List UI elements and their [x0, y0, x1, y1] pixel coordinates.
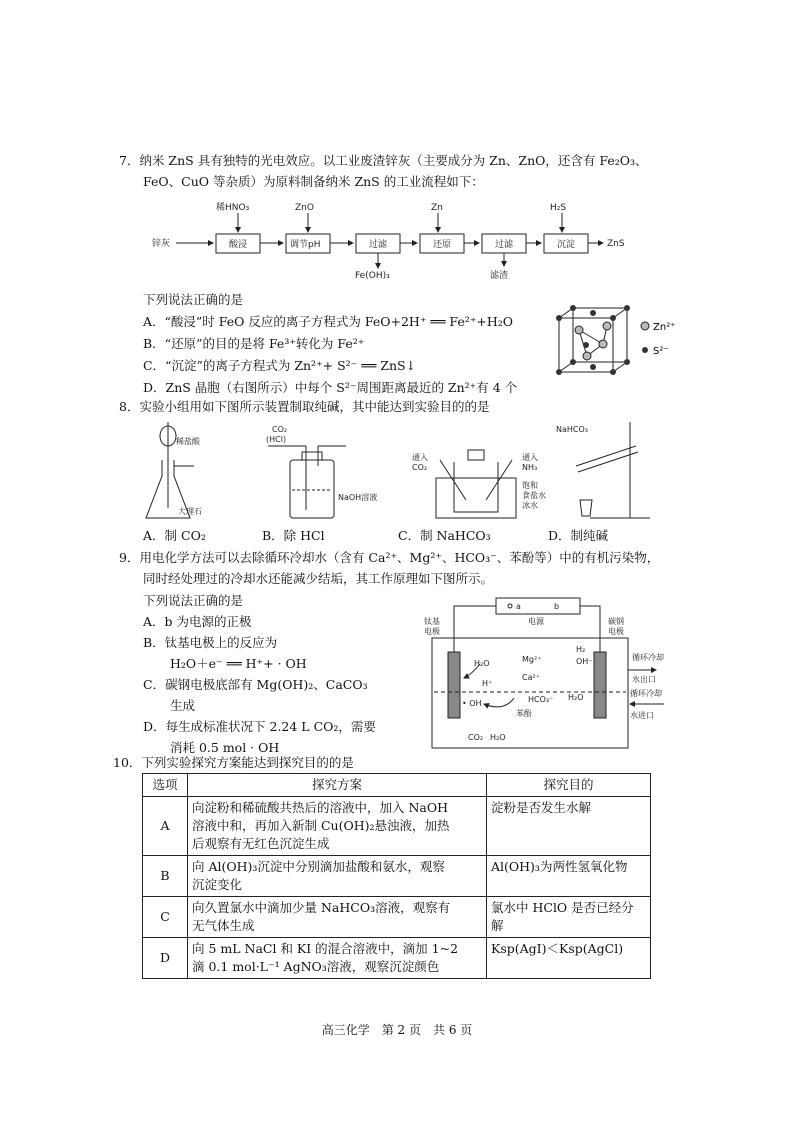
table-row [143, 856, 651, 897]
plan-line: 向久置氯水中滴加少量 NaHCO₃溶液，观察有 [192, 900, 451, 915]
row-plan [188, 856, 487, 897]
label-h2o-left: H₂O [474, 659, 490, 668]
q8-caption-a: A．制 CO₂ [143, 528, 206, 543]
q8-stem: 8．实验小组用如下图所示装置制取纯碱，其中能达到实验目的的是 [119, 399, 490, 414]
q8-apparatus [140, 416, 660, 528]
goal-line: 氯水中 HClO 是否已经分 [491, 900, 634, 915]
flow-input-4: H₂S [550, 203, 567, 213]
plan-line: 滴 0.1 mol·L⁻¹ AgNO₃溶液，观察沉淀颜色 [192, 959, 440, 974]
label-phenol: 苯酚 [516, 709, 532, 718]
label-a: a [516, 602, 521, 611]
label-h2: H₂ [576, 645, 586, 654]
q9-option-a: A．b 为电源的正极 [143, 614, 252, 629]
table-header-row [143, 774, 651, 797]
label-marble: 大理石 [178, 507, 202, 516]
flow-step-1: 酸浸 [229, 240, 248, 250]
legend-s: S²⁻ [653, 346, 669, 357]
q7-flow-chart [140, 198, 640, 280]
row-goal [487, 797, 651, 856]
label-steel-2: 电极 [608, 627, 624, 636]
label-ti-2: 电极 [424, 627, 440, 636]
label-oh-left: • OH [462, 699, 482, 708]
goal-line: Al(OH)₃为两性氢氧化物 [491, 859, 628, 874]
goal-line: 淀粉是否发生水解 [491, 800, 592, 815]
row-goal [487, 897, 651, 938]
goal-line: Ksp(AgI)＜Ksp(AgCl) [491, 941, 624, 956]
label-ti-1: 钛基 [424, 617, 440, 626]
label-c-sol2: 食盐水 [522, 491, 546, 500]
q10-stem: 10．下列实验探究方案能达到探究目的的是 [113, 755, 354, 770]
plan-line: 向 Al(OH)₃沉淀中分别滴加盐酸和氨水，观察 [192, 859, 445, 874]
q7-option-c: C．“沉淀”的离子方程式为 Zn²⁺+ S²⁻ ══ ZnS↓ [143, 358, 417, 373]
q7-stem-line1: 7．纳米 ZnS 具有独特的光电效应。以工业废渣锌灰（主要成分为 Zn、ZnO，还含有 Fe₂O₃、 [119, 153, 648, 168]
row-option: B [143, 856, 188, 897]
flow-start: 锌灰 [152, 239, 171, 249]
label-c-in1: 通入 [412, 453, 428, 462]
label-inlet-2: 水进口 [630, 711, 654, 720]
row-option: C [143, 897, 188, 938]
plan-line: 无气体生成 [192, 918, 255, 933]
flow-input-1: 稀HNO₃ [216, 203, 250, 213]
q9-option-c: C．碳钢电极底部有 Mg(OH)₂、CaCO₃ [143, 677, 368, 692]
label-b-gas2: (HCl) [266, 435, 287, 444]
row-plan [188, 897, 487, 938]
flow-step-2: 调节pH [290, 240, 321, 250]
goal-line: 解 [491, 918, 504, 933]
label-b: b [554, 602, 560, 611]
plan-line: 后观察有无红色沉淀生成 [192, 836, 330, 851]
q9-option-b: B．钛基电极上的反应为 [143, 635, 278, 650]
row-option: A [143, 797, 188, 856]
q7-option-b: B．“还原”的目的是将 Fe³⁺转化为 Fe²⁺ [143, 336, 365, 351]
q8-caption-c: C．制 NaHCO₃ [398, 528, 491, 543]
flow-step-3: 过滤 [369, 240, 388, 250]
q8-caption-b: B．除 HCl [262, 528, 325, 543]
table-row [143, 938, 651, 979]
table-row [143, 797, 651, 856]
header-option: 选项 [143, 774, 188, 797]
flow-step-6: 沉淀 [557, 240, 576, 250]
q9-option-c-2: 生成 [170, 698, 196, 713]
header-goal: 探究目的 [487, 774, 651, 797]
label-c-nh3-1: 通入 [522, 453, 538, 462]
label-h2o-bottom: H₂O [490, 733, 506, 742]
label-inlet-1: 循环冷却 [630, 689, 662, 698]
flow-step-5: 过滤 [495, 240, 514, 250]
label-hco3: HCO₃⁻ [528, 695, 554, 704]
label-c-sol3: 冰水 [522, 501, 538, 510]
row-option: D [143, 938, 188, 979]
label-b-gas1: CO₂ [272, 425, 288, 434]
zns-unit-cell [555, 304, 685, 384]
q7-option-d: D．ZnS 晶胞（右图所示）中每个 S²⁻周围距离最近的 Zn²⁺有 4 个 [143, 380, 518, 395]
header-plan: 探究方案 [188, 774, 487, 797]
plan-line: 向淀粉和稀硫酸共热后的溶液中，加入 NaOH [192, 800, 449, 815]
label-ohminus: OH⁻ [576, 657, 593, 666]
plan-line: 向 5 mL NaCl 和 KI 的混合溶液中，滴加 1~2 [192, 941, 459, 956]
q9-stem-line1: 9．用电化学方法可以去除循环冷却水（含有 Ca²⁺、Mg²⁺、HCO₃⁻、苯酚等）中的有机污染物， [119, 550, 660, 565]
label-c-in2: CO₂ [412, 463, 428, 472]
q10-table [142, 773, 651, 979]
flow-step-4: 还原 [433, 240, 452, 250]
label-mg: Mg²⁺ [522, 655, 542, 664]
table-row [143, 897, 651, 938]
label-acid: 稀盐酸 [176, 437, 200, 446]
row-plan [188, 797, 487, 856]
label-c-sol1: 饱和 [522, 481, 538, 490]
q9-option-b-eq: H₂O＋e⁻ ══ H⁺+ · OH [170, 656, 307, 671]
flow-input-3: Zn [431, 203, 443, 213]
label-power: 电源 [528, 617, 544, 626]
row-plan [188, 938, 487, 979]
plan-line: 沉淀变化 [192, 877, 243, 892]
q9-stem-line2: 同时经处理过的冷却水还能减少结垢，其工作原理如下图所示。 [143, 571, 494, 586]
flow-product: ZnS [607, 239, 625, 249]
q8-caption-d: D．制纯碱 [548, 528, 609, 543]
label-ca: Ca²⁺ [522, 673, 540, 682]
row-goal [487, 856, 651, 897]
q7-prompt: 下列说法正确的是 [143, 292, 244, 307]
label-outlet-2: 水出口 [632, 675, 656, 684]
label-naoh: NaOH溶液 [338, 493, 378, 502]
label-outlet-1: 循环冷却 [632, 653, 664, 662]
label-co2: CO₂ [468, 733, 484, 742]
page-footer: 高三化学 第 2 页 共 6 页 [321, 1023, 473, 1037]
q9-prompt: 下列说法正确的是 [143, 593, 244, 608]
flow-input-2: ZnO [295, 203, 314, 213]
flow-output-1: Fe(OH)₃ [355, 271, 390, 280]
q7-option-a: A．“酸浸”时 FeO 反应的离子方程式为 FeO+2H⁺ ══ Fe²⁺+H₂O [143, 314, 514, 329]
q9-electrolysis-cell [418, 594, 696, 754]
label-d-solid: NaHCO₃ [556, 425, 588, 434]
legend-zn: Zn²⁺ [653, 322, 676, 333]
label-h2o-right: H₂O [568, 693, 584, 702]
q7-stem-line2: FeO、CuO 等杂质）为原料制备纳米 ZnS 的工业流程如下： [143, 174, 484, 189]
plan-line: 溶液中和，再加入新制 Cu(OH)₂悬浊液，加热 [192, 818, 450, 833]
q9-option-d: D．每生成标准状况下 2.24 L CO₂，需要 [143, 719, 376, 734]
label-hplus: H⁺ [482, 679, 493, 688]
row-goal [487, 938, 651, 979]
label-c-nh3-2: NH₃ [522, 463, 538, 472]
flow-output-2: 滤渣 [490, 271, 509, 280]
label-steel-1: 碳钢 [608, 617, 624, 626]
q9-option-d-2: 消耗 0.5 mol · OH [170, 740, 280, 755]
